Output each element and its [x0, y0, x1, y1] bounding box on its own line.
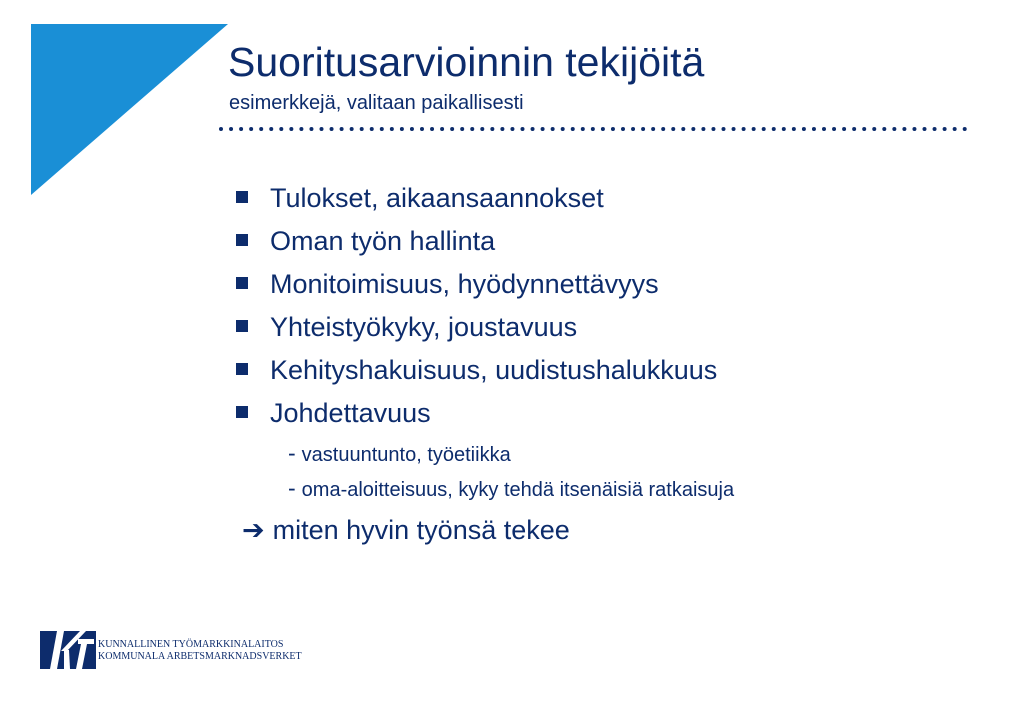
square-bullet-icon [236, 234, 248, 246]
sub-bullet-item [288, 472, 734, 507]
bullet-text: Kehityshakuisuus, uudistushalukkuus [270, 355, 718, 385]
bullet-item [232, 264, 717, 307]
organization-logo [40, 631, 320, 671]
bullet-item [232, 393, 717, 436]
sub-bullet-text: oma-aloitteisuus, kyky tehdä itsenäisiä ratkaisuja [301, 479, 735, 501]
kt-logo-icon [40, 631, 96, 669]
square-bullet-icon [236, 320, 248, 332]
dash-marker: - [288, 440, 296, 466]
logo-text [98, 639, 302, 663]
bullet-item [232, 221, 717, 264]
square-bullet-icon [236, 191, 248, 203]
logo-text-line-1: KUNNALLINEN TYÖMARKKINALAITOS [98, 639, 284, 650]
square-bullet-icon [236, 363, 248, 375]
square-bullet-icon [236, 406, 248, 418]
bullet-item [232, 307, 717, 350]
slide-subtitle: esimerkkejä, valitaan paikallisesti [229, 92, 524, 114]
bullet-text: Monitoimisuus, hyödynnettävyys [270, 269, 659, 299]
bullet-item [232, 350, 717, 393]
sub-bullet-item [288, 437, 734, 472]
bullet-list [232, 178, 717, 436]
square-bullet-icon [236, 277, 248, 289]
slide-title: Suoritusarvioinnin tekijöitä [228, 39, 705, 85]
dotted-divider [217, 124, 977, 134]
sub-bullet-text: vastuuntunto, työetiikka [301, 444, 511, 466]
logo-text-line-2: KOMMUNALA ARBETSMARKNADSVERKET [98, 651, 302, 662]
bullet-text: Yhteistyökyky, joustavuus [270, 312, 578, 342]
bullet-text: Oman työn hallinta [270, 226, 496, 256]
arrow-right-icon: ➔ [242, 515, 265, 545]
conclusion-text: miten hyvin työnsä tekee [272, 515, 570, 545]
bullet-text: Johdettavuus [270, 398, 431, 428]
conclusion-line [242, 512, 570, 548]
corner-triangle-decoration [0, 0, 230, 200]
dash-marker: - [288, 475, 296, 501]
bullet-text: Tulokset, aikaansaannokset [270, 183, 604, 213]
bullet-item [232, 178, 717, 221]
sub-bullet-list [288, 437, 734, 507]
